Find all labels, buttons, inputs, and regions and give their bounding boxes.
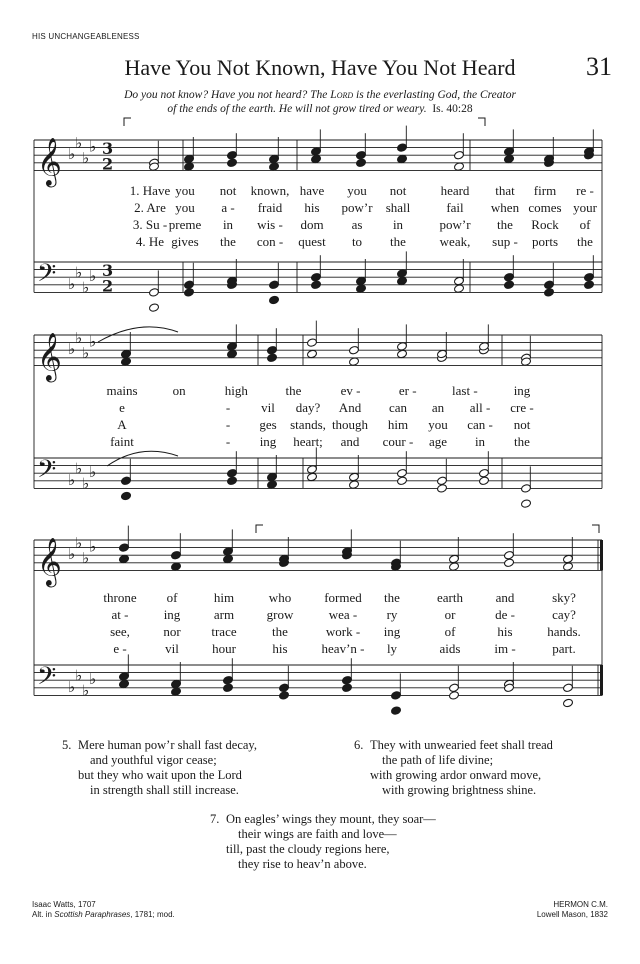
- slur-bass: [107, 451, 178, 466]
- lyric-syllable: re -: [576, 183, 594, 198]
- lyric-syllable: comes: [528, 200, 562, 215]
- lyric-syllable: day?: [295, 400, 321, 415]
- lyric-syllable: throne: [103, 590, 137, 605]
- lyric-syllable: the: [577, 234, 593, 249]
- lyric-syllable: dom: [300, 217, 324, 232]
- flat-sign: ♭: [89, 137, 97, 156]
- lyric-syllable: you: [175, 200, 195, 215]
- treble-note: [223, 554, 234, 564]
- stanza-line: with growing ardor onward move,: [370, 768, 542, 782]
- bass-note: [149, 288, 160, 298]
- flat-sign: ♭: [75, 666, 83, 685]
- lyric-syllable: not: [389, 183, 407, 198]
- treble-clef: 𝄞: [37, 136, 62, 186]
- lyric-syllable: pow’r: [439, 217, 471, 232]
- bass-note: [184, 288, 195, 298]
- flat-sign: ♭: [82, 549, 90, 567]
- treble-note: [504, 550, 515, 560]
- bass-note: [349, 480, 360, 490]
- flat-sign: ♭: [68, 545, 76, 564]
- lyric-syllable: cour -: [382, 434, 414, 449]
- lyric-syllable: in: [392, 217, 404, 232]
- lyric-syllable: your: [573, 200, 597, 215]
- lyric-syllable: to: [351, 234, 363, 249]
- lyric-syllable: nor: [163, 624, 181, 639]
- lyric-syllable: ges: [259, 417, 277, 432]
- epigraph-lord: Lord: [330, 89, 354, 101]
- tune-name: HERMON C.M.: [553, 900, 608, 909]
- treble-note: [227, 158, 238, 168]
- stanza-number: 5.: [62, 738, 72, 752]
- treble-note: [307, 338, 318, 348]
- lyric-syllable: hour: [212, 641, 236, 656]
- treble-note: [119, 543, 130, 553]
- treble-note: [397, 342, 408, 352]
- lyric-syllable: stands,: [290, 417, 326, 432]
- bass-note: [521, 484, 532, 494]
- flat-sign: ♭: [75, 459, 83, 478]
- lyric-syllable: at -: [111, 607, 129, 622]
- lyric-syllable: 3. Su -: [132, 217, 168, 232]
- bass-note: [269, 280, 280, 290]
- bass-note: [449, 691, 460, 701]
- lyric-syllable: and: [495, 590, 515, 605]
- lyric-syllable: im -: [494, 641, 516, 656]
- treble-note: [349, 357, 360, 367]
- lyric-syllable: age: [428, 434, 448, 449]
- bass-note: [563, 698, 574, 708]
- treble-note: [397, 154, 408, 164]
- lyric-syllable: his: [497, 624, 513, 639]
- stanza-line: and youthful vigor cease;: [90, 753, 217, 767]
- lyric-syllable: you: [175, 183, 195, 198]
- stanza-line: in strength shall still increase.: [90, 783, 239, 797]
- lyric-syllable: that: [495, 183, 515, 198]
- stanza-line: the path of life divine;: [382, 753, 494, 767]
- lyric-syllable: shall: [385, 200, 411, 215]
- lyric-syllable: -: [225, 417, 231, 432]
- bass-note: [437, 476, 448, 486]
- bass-note: [307, 465, 318, 475]
- lyric-syllable: cre -: [510, 400, 534, 415]
- flat-sign: ♭: [89, 332, 97, 351]
- bass-note: [267, 472, 278, 482]
- lyric-syllable: last -: [452, 383, 478, 398]
- bass-note: [356, 276, 367, 286]
- flat-sign: ♭: [89, 463, 97, 482]
- lyric-syllable: grow: [266, 607, 294, 622]
- lyric-syllable: quest: [298, 234, 326, 249]
- flat-sign: ♭: [68, 470, 76, 489]
- lyric-syllable: the: [514, 434, 530, 449]
- lyric-syllable: his: [272, 641, 288, 656]
- lyric-syllable: an: [431, 400, 445, 415]
- treble-note: [119, 554, 130, 564]
- bass-note: [119, 672, 130, 682]
- stanza-number: 6.: [354, 738, 364, 752]
- author-credit: Isaac Watts, 1707: [32, 900, 96, 909]
- lyric-syllable: gives: [171, 234, 199, 249]
- treble-note: [349, 345, 360, 355]
- treble-note: [397, 143, 408, 153]
- lyric-syllable: heard: [440, 183, 470, 198]
- lyric-syllable: can -: [467, 417, 493, 432]
- lyric-syllable: him: [387, 417, 409, 432]
- treble-note: [504, 147, 515, 157]
- lyric-syllable: vil: [165, 641, 179, 656]
- treble-note: [121, 357, 132, 367]
- bass-note: [269, 295, 280, 305]
- lyric-syllable: pow’r: [341, 200, 373, 215]
- lyric-syllable: known,: [250, 183, 290, 198]
- lyric-syllable: or: [444, 607, 456, 622]
- flat-sign: ♭: [82, 474, 90, 493]
- flat-sign: ♭: [68, 677, 76, 696]
- composer-credit: Lowell Mason, 1832: [536, 910, 608, 919]
- treble-note: [269, 154, 280, 164]
- epigraph-text-1b: is the everlasting God, the Creator: [353, 89, 516, 101]
- bass-note: [391, 706, 402, 716]
- scripture-reference: Is. 40:28: [432, 103, 473, 115]
- lyric-syllable: a -: [221, 200, 235, 215]
- bass-note: [397, 276, 408, 286]
- bass-note: [397, 476, 408, 486]
- lyric-syllable: trace: [211, 624, 237, 639]
- phrase-brackets: [124, 118, 599, 533]
- lyric-syllable: wea -: [328, 607, 358, 622]
- treble-note: [267, 345, 278, 355]
- lyric-syllable: ing: [513, 383, 531, 398]
- lyric-syllable: the: [220, 234, 236, 249]
- stanza-6: [354, 738, 553, 798]
- lyric-syllable: as: [351, 217, 363, 232]
- lyric-syllable: in: [474, 434, 486, 449]
- bass-note: [454, 276, 465, 286]
- lyric-syllable: and: [340, 434, 360, 449]
- flat-sign: ♭: [68, 274, 76, 293]
- treble-clef: 𝄞: [37, 331, 62, 381]
- treble-note: [504, 154, 515, 164]
- lyric-syllable: Rock: [531, 217, 559, 232]
- lyric-syllable: mains: [106, 383, 138, 398]
- lyric-syllable: weak,: [439, 234, 471, 249]
- bass-clef: 𝄢: [37, 661, 57, 697]
- bass-note: [184, 280, 195, 290]
- treble-note: [227, 349, 238, 359]
- lyric-syllable: ev -: [340, 383, 361, 398]
- treble-note: [171, 562, 182, 572]
- flat-sign: ♭: [89, 670, 97, 689]
- lyric-syllable: hands.: [547, 624, 581, 639]
- lyric-syllable: the: [285, 383, 302, 398]
- bass-note: [223, 683, 234, 693]
- lyric-syllable: wis -: [257, 217, 283, 232]
- bass-note: [479, 476, 490, 486]
- lyric-syllable: -: [225, 434, 231, 449]
- bass-note: [504, 272, 515, 282]
- text-credit: [32, 900, 175, 920]
- flat-sign: ♭: [75, 263, 83, 282]
- lyric-syllable: ing: [259, 434, 277, 449]
- lyric-syllable: the: [384, 590, 400, 605]
- treble-note: [504, 558, 515, 568]
- lyric-syllable: part.: [552, 641, 576, 656]
- flat-sign: ♭: [82, 681, 90, 700]
- treble-note: [184, 154, 195, 164]
- lyric-syllable: 1. Have: [129, 183, 171, 198]
- stanza-line: they rise to heav’n above.: [238, 857, 367, 871]
- lyric-syllable: in: [222, 217, 234, 232]
- hymn-title: Have You Not Known, Have You Not Heard: [124, 55, 516, 80]
- bass-note: [584, 272, 595, 282]
- lyric-syllable: -: [225, 400, 231, 415]
- bass-note: [342, 683, 353, 693]
- lyric-syllable: when: [490, 200, 520, 215]
- bass-note: [311, 272, 322, 282]
- bass-note: [307, 472, 318, 482]
- epigraph-text-2: of the ends of the earth. He will not grow tired or weary.: [167, 103, 427, 115]
- bass-note: [171, 679, 182, 689]
- bass-note: [149, 303, 160, 313]
- lyric-syllable: though: [331, 417, 369, 432]
- flat-sign: ♭: [89, 537, 97, 556]
- bass-note: [521, 499, 532, 509]
- lyric-syllable: you: [347, 183, 367, 198]
- lyric-syllable: his: [304, 200, 320, 215]
- treble-note: [311, 154, 322, 164]
- treble-note: [311, 147, 322, 157]
- bass-note: [504, 280, 515, 290]
- stanza-line: Mere human pow’r shall fast decay,: [78, 738, 257, 752]
- flat-sign: ♭: [68, 340, 76, 359]
- lyric-syllable: formed: [324, 590, 362, 605]
- slur-treble: [98, 327, 178, 342]
- bass-note: [349, 472, 360, 482]
- lyric-syllable: preme: [168, 217, 202, 232]
- lyric-syllable: of: [444, 624, 456, 639]
- stanza-line: On eagles’ wings they mount, they soar—: [226, 812, 436, 826]
- hymn-number: 31: [586, 52, 612, 81]
- time-signature-top: 3: [102, 139, 114, 159]
- bass-note: [391, 691, 402, 701]
- final-barline-thick: [600, 665, 603, 695]
- lyric-syllable: 2. Are: [134, 200, 166, 215]
- lyric-syllable: of: [166, 590, 178, 605]
- treble-note: [454, 150, 465, 160]
- lyric-syllable: ing: [163, 607, 181, 622]
- treble-note: [563, 554, 574, 564]
- treble-note: [223, 547, 234, 557]
- lyric-syllable: ly: [386, 641, 398, 656]
- bass-note: [121, 476, 132, 486]
- lyric-syllable: firm: [533, 183, 557, 198]
- lyric-syllable: fail: [446, 200, 464, 215]
- bass-note: [279, 683, 290, 693]
- flat-sign: ♭: [82, 149, 90, 167]
- treble-note: [454, 162, 465, 172]
- bass-note: [279, 691, 290, 701]
- lyric-syllable: A: [117, 417, 127, 432]
- time-signature-bottom: 2: [102, 276, 114, 296]
- lyric-syllable: fraid: [257, 200, 283, 215]
- alteration-credit: Alt. in Scottish Paraphrases, 1781; mod.: [32, 910, 175, 919]
- stanza-line: their wings are faith and love—: [238, 827, 397, 841]
- flat-sign: ♭: [82, 278, 90, 297]
- lyric-syllable: him: [213, 590, 235, 605]
- epigraph-text-1a: Do you not know? Have you not heard? The: [124, 89, 331, 101]
- treble-note: [307, 349, 318, 359]
- lyric-syllable: ports: [532, 234, 558, 249]
- treble-note: [121, 349, 132, 359]
- bass-note: [544, 288, 555, 298]
- treble-note: [267, 353, 278, 363]
- lyric-syllable: cay?: [552, 607, 576, 622]
- lyric-syllable: you: [428, 417, 448, 432]
- flat-sign: ♭: [89, 267, 97, 286]
- lyric-syllable: can: [388, 400, 408, 415]
- final-barline-thick: [600, 540, 603, 570]
- bass-note: [397, 468, 408, 478]
- stanza-number: 7.: [210, 812, 220, 826]
- lyric-syllable: e -: [113, 641, 127, 656]
- bass-note: [437, 484, 448, 494]
- bass-note: [227, 468, 238, 478]
- lyric-syllable: not: [513, 417, 531, 432]
- time-signature-top: 3: [102, 261, 114, 281]
- tune-credit: [537, 900, 608, 920]
- bass-note: [479, 468, 490, 478]
- lyric-syllable: the: [390, 234, 406, 249]
- lyric-syllable: earth: [437, 590, 463, 605]
- treble-note: [227, 342, 238, 352]
- lyric-syllable: the: [497, 217, 513, 232]
- bass-note: [119, 679, 130, 689]
- bass-note: [342, 675, 353, 685]
- treble-note: [563, 562, 574, 572]
- treble-note: [449, 562, 460, 572]
- bass-note: [397, 269, 408, 279]
- bass-clef: 𝄢: [37, 258, 57, 294]
- treble-note: [356, 158, 367, 168]
- lyric-syllable: vil: [261, 400, 275, 415]
- stanza-line: but they who wait upon the Lord: [78, 768, 242, 782]
- bass-note: [544, 280, 555, 290]
- treble-note: [269, 162, 280, 172]
- treble-note: [171, 550, 182, 560]
- section-heading: HIS UNCHANGEABLENESS: [32, 32, 140, 41]
- clefs-and-signatures: [37, 134, 113, 700]
- stanza-line: They with unwearied feet shall tread: [370, 738, 553, 752]
- bass-note: [584, 280, 595, 290]
- lyric-syllable: arm: [213, 607, 235, 622]
- treble-clef: 𝄞: [37, 536, 62, 586]
- bass-note: [356, 284, 367, 294]
- lyric-syllable: not: [219, 183, 237, 198]
- lyric-syllable: ing: [383, 624, 401, 639]
- lyric-syllable: the: [272, 624, 288, 639]
- flat-sign: ♭: [68, 145, 76, 164]
- treble-note: [449, 554, 460, 564]
- lyric-syllable: all -: [469, 400, 491, 415]
- treble-note: [397, 349, 408, 359]
- bass-note: [227, 476, 238, 486]
- stanza-line: till, past the cloudy regions here,: [226, 842, 390, 856]
- treble-note: [227, 150, 238, 160]
- lyric-syllable: e: [119, 400, 125, 415]
- bass-note: [121, 491, 132, 501]
- bass-note: [267, 480, 278, 490]
- lyric-syllable: on: [172, 383, 186, 398]
- lyric-syllable: And: [338, 400, 362, 415]
- lyric-syllable: see,: [110, 624, 130, 639]
- lyric-syllable: heav’n -: [321, 641, 365, 656]
- bass-note: [223, 675, 234, 685]
- bass-note: [311, 280, 322, 290]
- flat-sign: ♭: [75, 533, 83, 552]
- lyric-syllable: ry: [386, 607, 398, 622]
- lyric-syllable: de -: [495, 607, 515, 622]
- lyric-syllable: 4. He: [135, 234, 165, 249]
- lyric-syllable: con -: [256, 234, 284, 249]
- lyric-syllable: heart;: [293, 434, 323, 449]
- flat-sign: ♭: [75, 328, 83, 347]
- treble-note: [356, 150, 367, 160]
- lyric-syllable: er -: [398, 383, 417, 398]
- bass-note: [449, 683, 460, 693]
- lyric-syllable: have: [299, 183, 325, 198]
- bass-note: [171, 687, 182, 697]
- flat-sign: ♭: [82, 344, 90, 362]
- flat-sign: ♭: [75, 133, 83, 152]
- lyric-syllable: sup -: [492, 234, 518, 249]
- stanza-line: with growing brightness shine.: [382, 783, 537, 797]
- lyric-syllable: of: [579, 217, 591, 232]
- stanza-7: [210, 812, 436, 872]
- lyric-syllable: sky?: [552, 590, 576, 605]
- bass-clef: 𝄢: [37, 454, 57, 490]
- lyric-syllable: aids: [439, 641, 461, 656]
- bass-note: [454, 284, 465, 294]
- treble-note: [184, 162, 195, 172]
- lyric-syllable: faint: [110, 434, 134, 449]
- time-signature-bottom: 2: [102, 154, 114, 174]
- lyric-syllable: who: [268, 590, 292, 605]
- lyric-syllable: high: [224, 383, 248, 398]
- bass-note: [563, 683, 574, 693]
- lyric-syllable: work -: [325, 624, 361, 639]
- stanza-5: [62, 738, 257, 798]
